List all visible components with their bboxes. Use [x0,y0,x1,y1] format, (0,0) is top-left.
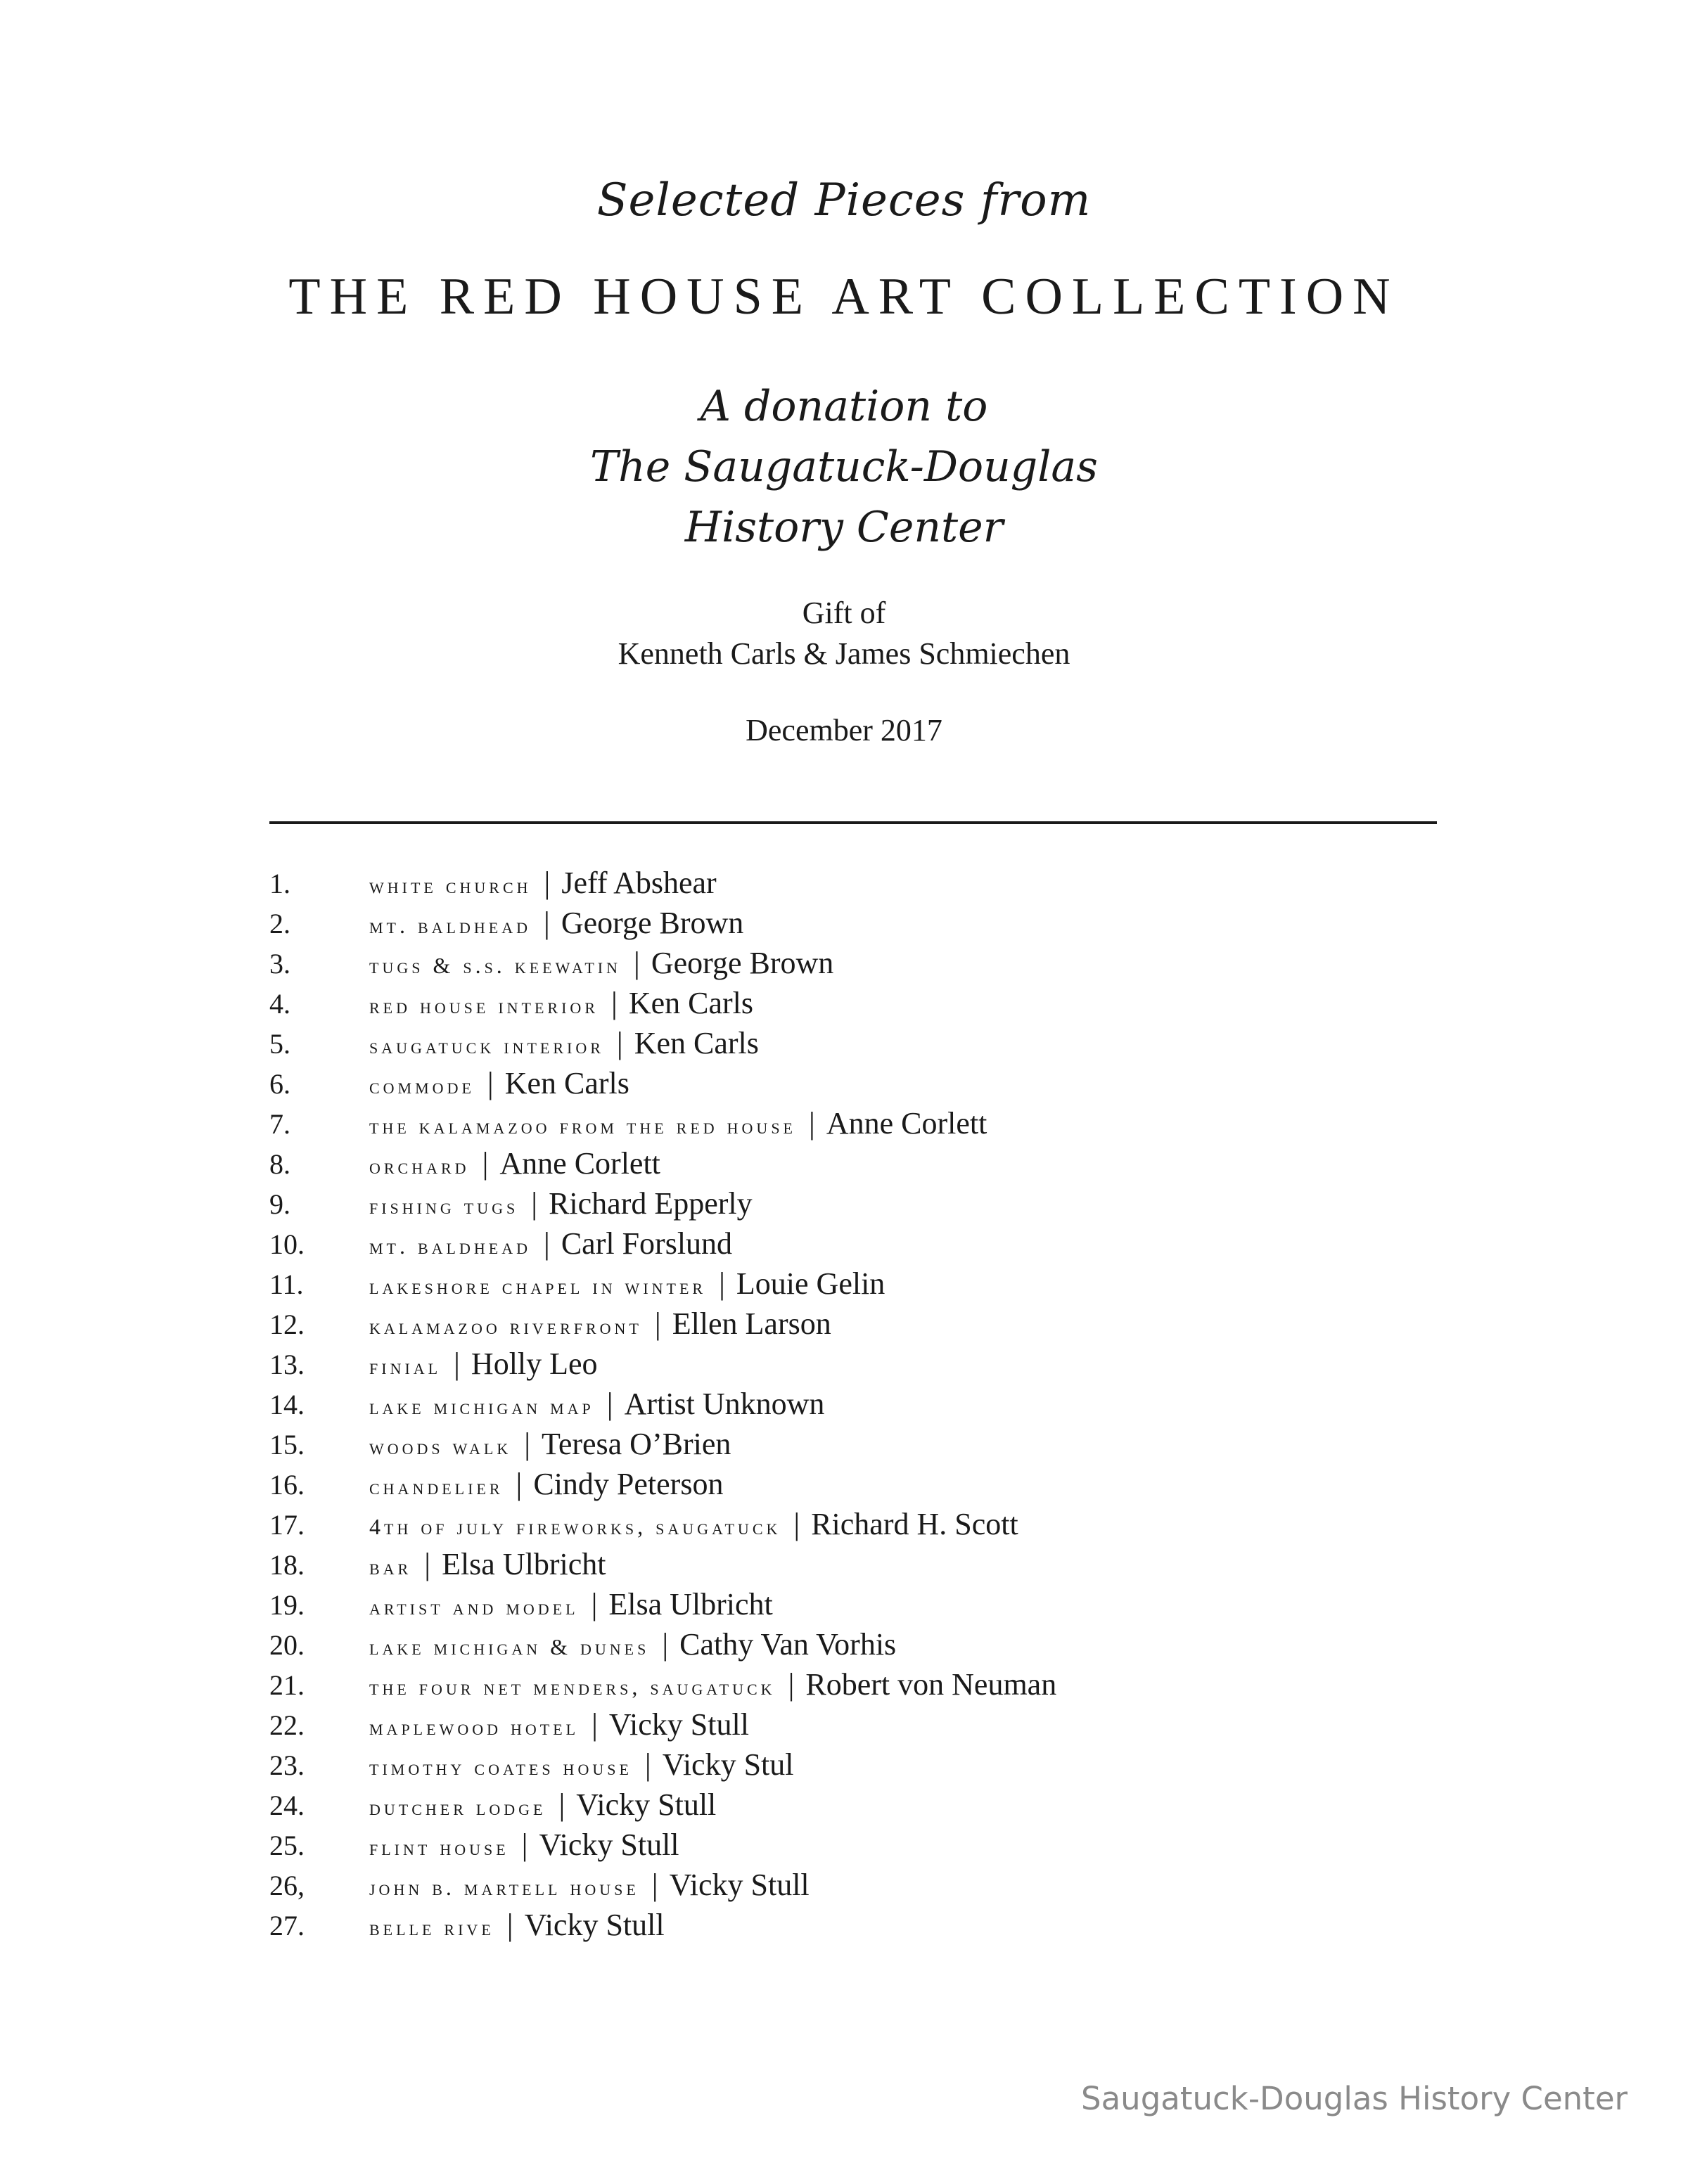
item-separator: | [592,1707,598,1742]
list-item [269,1546,1465,1586]
item-title: bar [369,1554,412,1579]
list-item [269,945,1465,985]
list-item [269,1586,1465,1626]
list-item [269,1827,1465,1867]
item-title: artist and model [369,1594,579,1619]
item-separator: | [531,1186,538,1221]
list-item [269,1787,1465,1827]
item-title: the four net menders, saugatuck [369,1674,776,1700]
item-artist: Jeff Abshear [561,866,717,900]
item-number: 7. [269,1108,290,1140]
item-artist: Teresa O’Brien [542,1427,731,1461]
item-number: 12. [269,1309,305,1340]
item-artist: Anne Corlett [826,1106,987,1141]
item-artist: Ken Carls [628,986,753,1020]
item-separator: | [544,866,551,900]
list-item [269,865,1465,905]
item-number: 21. [269,1669,305,1701]
list-item [269,1867,1465,1907]
list-item [269,1707,1465,1747]
item-artist: George Brown [651,946,834,980]
list-item [269,985,1465,1025]
item-number: 22. [269,1709,305,1741]
item-title: red house interior [369,993,599,1018]
list-item [269,1226,1465,1266]
donor-names: Kenneth Carls & James Schmiechen [618,636,1070,671]
item-separator: | [482,1146,489,1181]
item-artist: Robert von Neuman [805,1667,1057,1702]
item-title: belle rive [369,1915,494,1940]
item-separator: | [591,1587,598,1621]
item-separator: | [521,1828,528,1862]
item-title: woods walk [369,1434,512,1459]
page-title: THE RED HOUSE ART COLLECTION [288,268,1400,326]
item-artist: Cathy Van Vorhis [679,1627,897,1662]
item-separator: | [644,1747,651,1782]
item-title: john b. martell house [369,1875,639,1900]
item-number: 9. [269,1188,290,1220]
item-separator: | [606,1387,613,1421]
item-artist: Vicky Stull [669,1868,810,1902]
artwork-list [269,865,1465,1947]
item-title: mt. baldhead [369,1233,531,1259]
list-item [269,1186,1465,1226]
item-separator: | [611,986,618,1020]
item-separator: | [524,1427,531,1461]
item-number: 13. [269,1349,305,1380]
item-title: flint house [369,1835,509,1860]
item-artist: Artist Unknown [624,1387,825,1421]
item-number: 15. [269,1429,305,1460]
item-title: the kalamazoo from the red house [369,1113,796,1138]
item-title: 4th of july fireworks, saugatuck [369,1514,781,1539]
list-item [269,1065,1465,1105]
item-number: 17. [269,1509,305,1541]
divider-rule [269,821,1437,824]
list-item [269,1506,1465,1546]
item-title: chandelier [369,1474,504,1499]
list-item [269,1386,1465,1426]
item-artist: Elsa Ulbricht [442,1547,606,1581]
item-separator: | [487,1066,494,1100]
item-number: 20. [269,1629,305,1661]
item-artist: Louie Gelin [736,1266,885,1301]
item-title: commode [369,1073,475,1098]
item-number: 25. [269,1830,305,1861]
item-artist: Ken Carls [634,1026,759,1060]
list-item [269,1626,1465,1666]
date-line: December 2017 [746,713,942,747]
item-separator: | [809,1106,815,1141]
item-separator: | [516,1467,523,1501]
item-separator: | [654,1306,661,1341]
item-number: 24. [269,1790,305,1821]
item-artist: George Brown [561,906,744,940]
item-number: 18. [269,1549,305,1581]
item-number: 23. [269,1749,305,1781]
item-number: 2. [269,908,290,939]
item-separator: | [719,1266,725,1301]
item-number: 6. [269,1068,290,1100]
item-title: kalamazoo riverfront [369,1313,642,1339]
item-artist: Anne Corlett [499,1146,660,1181]
item-separator: | [544,906,550,940]
item-artist: Holly Leo [471,1347,598,1381]
item-number: 16. [269,1469,305,1501]
item-title: finial [369,1354,442,1379]
subtitle-script: Selected Pieces from [596,174,1092,226]
item-title: lakeshore chapel in winter [369,1273,707,1299]
list-item [269,1306,1465,1346]
item-artist: Vicky Stul [662,1747,794,1782]
item-title: timothy coates house [369,1754,632,1780]
item-separator: | [793,1507,800,1541]
item-number: 1. [269,868,290,899]
item-title: dutcher lodge [369,1794,546,1820]
item-title: lake michigan map [369,1394,594,1419]
item-artist: Vicky Stull [539,1828,679,1862]
list-item [269,1145,1465,1186]
item-title: tugs & s.s. keewatin [369,953,622,978]
item-number: 4. [269,988,290,1020]
item-artist: Vicky Stull [608,1707,749,1742]
list-item [269,1346,1465,1386]
donation-line-3: History Center [684,503,1004,552]
list-item [269,1266,1465,1306]
item-separator: | [454,1347,460,1381]
list-item [269,1025,1465,1065]
list-item [269,1666,1465,1707]
item-separator: | [544,1226,550,1261]
donation-line-2: The Saugatuck-Douglas [590,442,1098,492]
item-title: maplewood hotel [369,1714,580,1740]
item-separator: | [558,1787,565,1822]
item-artist: Carl Forslund [561,1226,733,1261]
item-artist: Elsa Ulbricht [608,1587,773,1621]
list-item [269,1105,1465,1145]
item-separator: | [506,1908,513,1942]
item-title: saugatuck interior [369,1033,604,1058]
item-separator: | [634,946,640,980]
item-title: lake michigan & dunes [369,1634,650,1659]
donation-line-1: A donation to [700,382,988,431]
item-number: 3. [269,948,290,979]
item-separator: | [424,1547,431,1581]
item-artist: Cindy Peterson [533,1467,724,1501]
item-title: orchard [369,1153,470,1178]
item-number: 26, [269,1870,305,1901]
item-number: 10. [269,1228,305,1260]
item-number: 5. [269,1028,290,1060]
item-artist: Vicky Stull [524,1908,665,1942]
item-artist: Ken Carls [504,1066,629,1100]
item-title: fishing tugs [369,1193,519,1219]
list-item [269,1747,1465,1787]
list-item [269,905,1465,945]
gift-label: Gift of [802,596,886,630]
item-artist: Ellen Larson [672,1306,831,1341]
item-separator: | [651,1868,658,1902]
watermark-text: Saugatuck-Douglas History Center [1081,2080,1628,2117]
item-separator: | [616,1026,623,1060]
item-artist: Vicky Stull [576,1787,717,1822]
item-title: white church [369,873,532,898]
item-title: mt. baldhead [369,913,531,938]
item-separator: | [662,1627,669,1662]
list-item [269,1426,1465,1466]
item-artist: Richard Epperly [549,1186,753,1221]
item-separator: | [788,1667,795,1702]
list-item [269,1907,1465,1947]
donation-heading [0,376,1688,558]
item-artist: Richard H. Scott [811,1507,1018,1541]
item-number: 27. [269,1910,305,1941]
item-number: 14. [269,1389,305,1420]
item-number: 19. [269,1589,305,1621]
item-number: 8. [269,1148,290,1180]
gift-block [0,593,1688,674]
item-number: 11. [269,1268,304,1300]
list-item [269,1466,1465,1506]
